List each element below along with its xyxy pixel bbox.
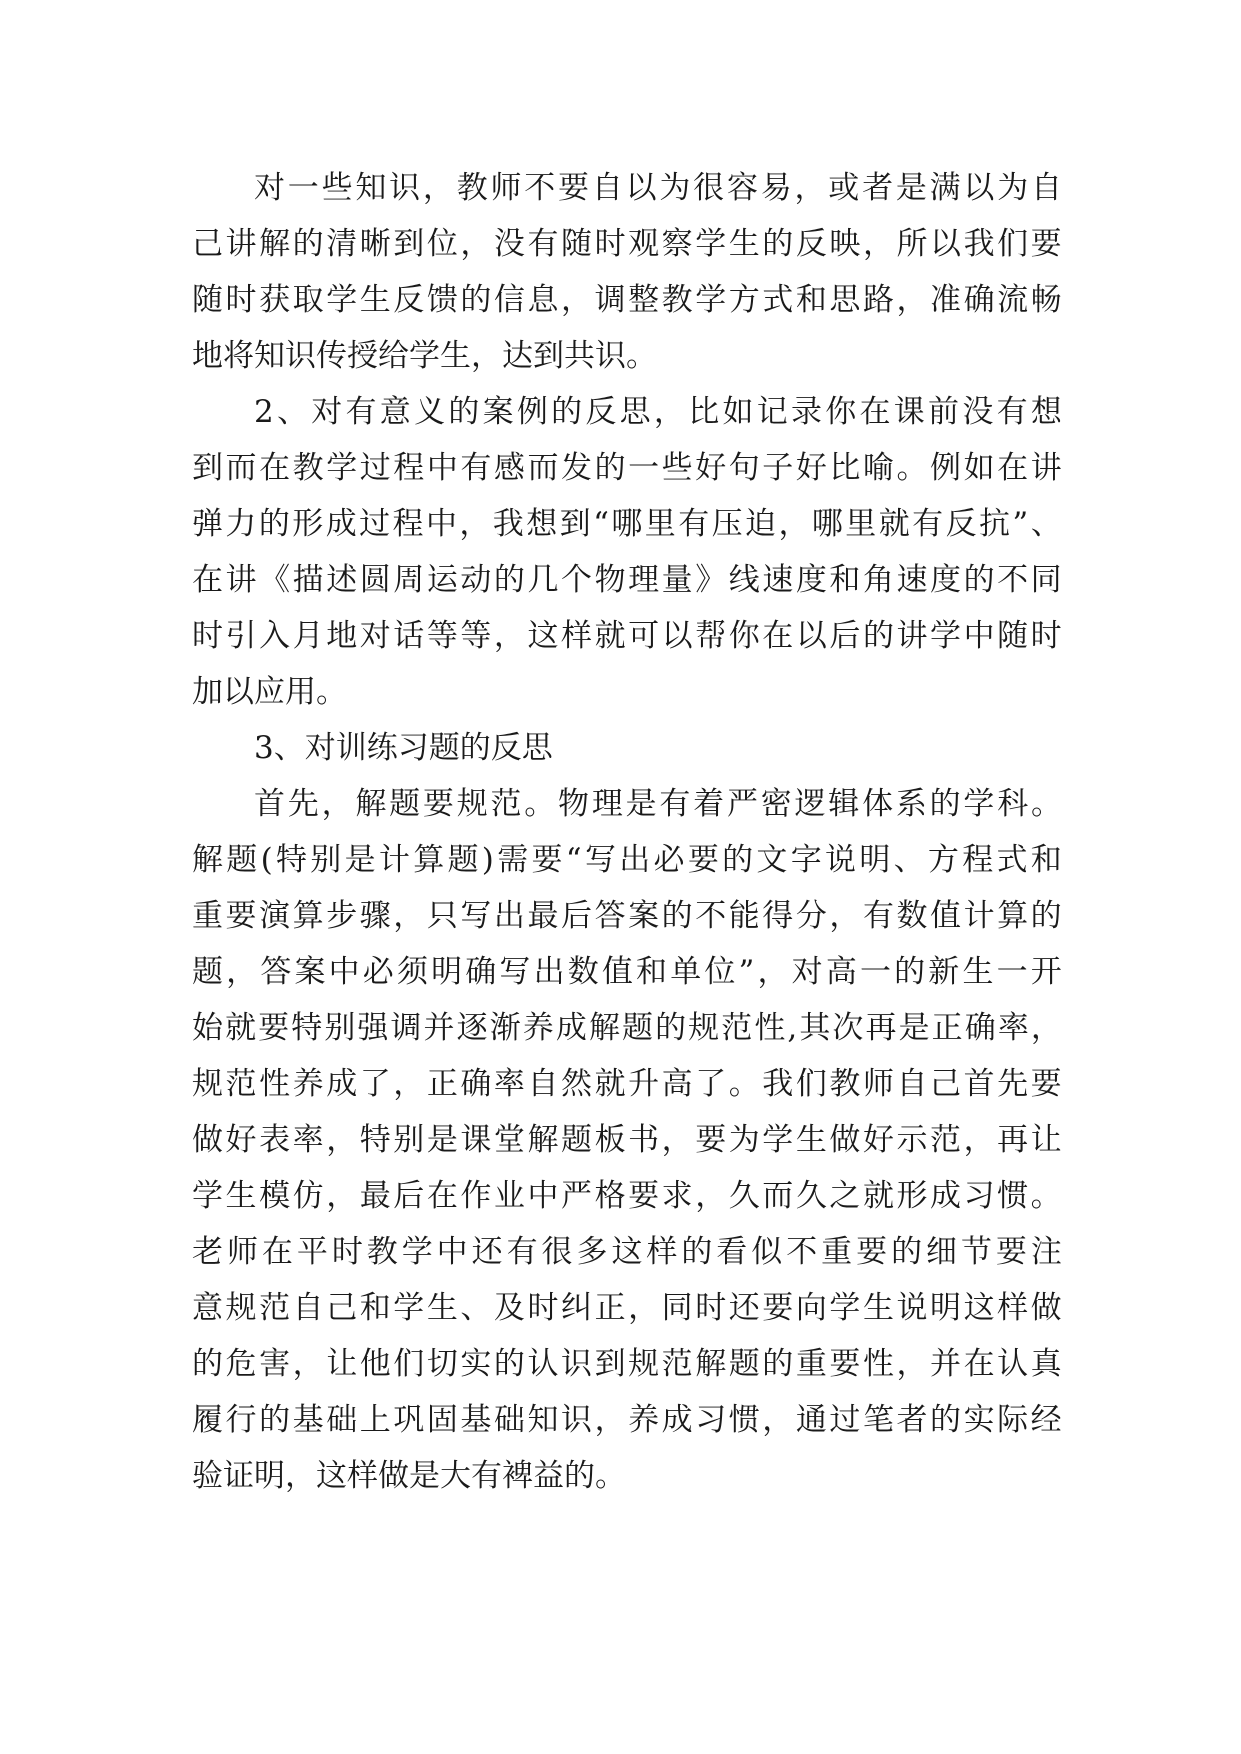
text-line: 加 以 应 用 。 bbox=[192, 674, 347, 710]
text-line: 老 师 在 平 时 教 学 中 还 有 很 多 这 样 的 看 似 不 重 要 的 细 节 要 注 bbox=[192, 1234, 1062, 1270]
text-line: 地 将 知 识 传 授 给 学 生 ， 达 到 共 识 。 bbox=[192, 338, 657, 374]
body-text bbox=[192, 160, 1062, 1504]
text-line: 题 ， 答 案 中 必 须 明 确 写 出 数 值 和 单 位 ” ， 对 高 一 的 新 生 一 开 bbox=[192, 954, 1062, 990]
text-line: 3 、 对 训 练 习 题 的 反 思 bbox=[254, 730, 553, 766]
text-line: 在 讲 《 描 述 圆 周 运 动 的 几 个 物 理 量 》 线 速 度 和 角 速 度 的 不 同 bbox=[192, 562, 1062, 598]
text-line: 意 规 范 自 己 和 学 生 、 及 时 纠 正 ， 同 时 还 要 向 学 生 说 明 这 样 做 bbox=[192, 1290, 1062, 1326]
text-line: 己 讲 解 的 清 晰 到 位 ， 没 有 随 时 观 察 学 生 的 反 映 ， 所 以 我 们 要 bbox=[192, 226, 1062, 262]
text-line: 始 就 要 特 别 强 调 并 逐 渐 养 成 解 题 的 规 范 性 , 其 次 再 是 正 确 率 ， bbox=[192, 1010, 1062, 1046]
text-line: 解 题 ( 特 别 是 计 算 题 ) 需 要 “ 写 出 必 要 的 文 字 说 明 、 方 程 式 和 bbox=[192, 842, 1062, 878]
text-line: 的 危 害 ， 让 他 们 切 实 的 认 识 到 规 范 解 题 的 重 要 性 ， 并 在 认 真 bbox=[192, 1346, 1062, 1382]
text-line: 规 范 性 养 成 了 ， 正 确 率 自 然 就 升 高 了 。 我 们 教 师 自 己 首 先 要 bbox=[192, 1066, 1062, 1102]
text-line: 做 好 表 率 ， 特 别 是 课 堂 解 题 板 书 ， 要 为 学 生 做 好 示 范 ， 再 让 bbox=[192, 1122, 1062, 1158]
text-line: 学 生 模 仿 ， 最 后 在 作 业 中 严 格 要 求 ， 久 而 久 之 就 形 成 习 惯 。 bbox=[192, 1178, 1062, 1214]
text-line: 2 、 对 有 意 义 的 案 例 的 反 思 ， 比 如 记 录 你 在 课 前 没 有 想 bbox=[254, 394, 1062, 430]
text-line: 重 要 演 算 步 骤 ， 只 写 出 最 后 答 案 的 不 能 得 分 ， 有 数 值 计 算 的 bbox=[192, 898, 1062, 934]
text-line: 到 而 在 教 学 过 程 中 有 感 而 发 的 一 些 好 句 子 好 比 喻 。 例 如 在 讲 bbox=[192, 450, 1062, 486]
text-line: 弹 力 的 形 成 过 程 中 ， 我 想 到 “ 哪 里 有 压 迫 ， 哪 里 就 有 反 抗 ” 、 bbox=[192, 506, 1062, 542]
text-line: 随 时 获 取 学 生 反 馈 的 信 息 ， 调 整 教 学 方 式 和 思 路 ， 准 确 流 畅 bbox=[192, 282, 1062, 318]
text-line: 对 一 些 知 识 ， 教 师 不 要 自 以 为 很 容 易 ， 或 者 是 满 以 为 自 bbox=[254, 170, 1062, 206]
text-line: 验 证 明 ， 这 样 做 是 大 有 裨 益 的 。 bbox=[192, 1458, 626, 1494]
text-line: 首 先 ， 解 题 要 规 范 。 物 理 是 有 着 严 密 逻 辑 体 系 的 学 科 。 bbox=[254, 786, 1062, 822]
text-line: 时 引 入 月 地 对 话 等 等 ， 这 样 就 可 以 帮 你 在 以 后 的 讲 学 中 随 时 bbox=[192, 618, 1062, 654]
text-line: 履 行 的 基 础 上 巩 固 基 础 知 识 ， 养 成 习 惯 ， 通 过 笔 者 的 实 际 经 bbox=[192, 1402, 1062, 1438]
